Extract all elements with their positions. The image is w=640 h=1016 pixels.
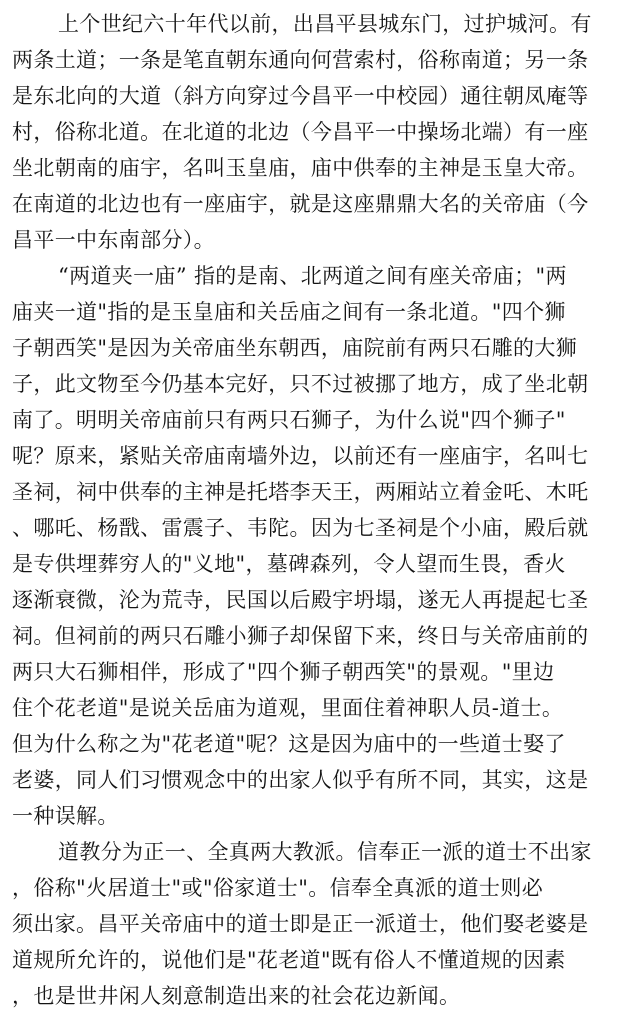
text-line: 逐渐衰微，沦为荒寺，民国以后殿宇坍塌，遂无人再提起七圣 xyxy=(12,588,589,612)
text-line: 住个花老道"是说关岳庙为道观，里面住着神职人员-道士。 xyxy=(12,696,564,720)
text-line: 南了。明明关帝庙前只有两只石狮子，为什么说"四个狮子" xyxy=(12,408,566,432)
text-line: 老婆，同人们习惯观念中的出家人似乎有所不同，其实，这是 xyxy=(12,768,589,792)
text-line: 两只大石狮相伴，形成了"四个狮子朝西笑"的景观。"里边 xyxy=(12,660,555,684)
text-line: 子朝西笑"是因为关帝庙坐东朝西，庙院前有两只石雕的大狮 xyxy=(12,336,578,360)
text-line: “两道夹一庙” 指的是南、北两道之间有座关帝庙；"两 xyxy=(58,264,567,288)
text-line: 在南道的北边也有一座庙宇，就是这座鼎鼎大名的关帝庙（今 xyxy=(12,192,589,216)
text-line: 但为什么称之为"花老道"呢？这是因为庙中的一些道士娶了 xyxy=(12,732,566,756)
text-line: 一种误解。 xyxy=(12,804,119,828)
text-line: 上个世纪六十年代以前，出昌平县城东门，过护城河。有 xyxy=(58,12,592,36)
text-line: 、哪吒、杨戬、雷震子、韦陀。因为七圣祠是个小庙，殿后就 xyxy=(12,516,589,540)
text-line: 庙夹一道"指的是玉皇庙和关岳庙之间有一条北道。"四个狮 xyxy=(12,300,566,324)
text-line: 两条土道；一条是笔直朝东通向何营索村，俗称南道；另一条 xyxy=(12,48,589,72)
text-line: 道教分为正一、全真两大教派。信奉正一派的道士不出家 xyxy=(58,840,592,864)
text-line: 圣祠，祠中供奉的主神是托塔李天王，两厢站立着金吒、木吒 xyxy=(12,480,589,504)
text-line: 村，俗称北道。在北道的北边（今昌平一中操场北端）有一座 xyxy=(12,120,589,144)
text-line: 子，此文物至今仍基本完好，只不过被挪了地方，成了坐北朝 xyxy=(12,372,589,396)
text-line: 须出家。昌平关帝庙中的道士即是正一派道士，他们娶老婆是 xyxy=(12,912,589,936)
text-line: 是东北向的大道（斜方向穿过今昌平一中校园）通往朝凤庵等 xyxy=(12,84,589,108)
text-line: ，也是世井闲人刻意制造出来的社会花边新闻。 xyxy=(12,984,461,1008)
text-line: 坐北朝南的庙宇，名叫玉皇庙，庙中供奉的主神是玉皇大帝。 xyxy=(12,156,589,180)
text-line: 昌平一中东南部分）。 xyxy=(12,228,215,252)
text-line: 道规所允许的，说他们是"花老道"既有俗人不懂道规的因素 xyxy=(12,948,566,972)
text-line: 是专供埋葬穷人的"义地"，墓碑森列，令人望而生畏，香火 xyxy=(12,552,566,576)
text-line: 呢？原来，紧贴关帝庙南墙外边，以前还有一座庙宇，名叫七 xyxy=(12,444,589,468)
text-line: ，俗称"火居道士"或"俗家道士"。信奉全真派的道士则必 xyxy=(12,876,544,900)
text-line: 祠。但祠前的两只石雕小狮子却保留下来，终日与关帝庙前的 xyxy=(12,624,589,648)
